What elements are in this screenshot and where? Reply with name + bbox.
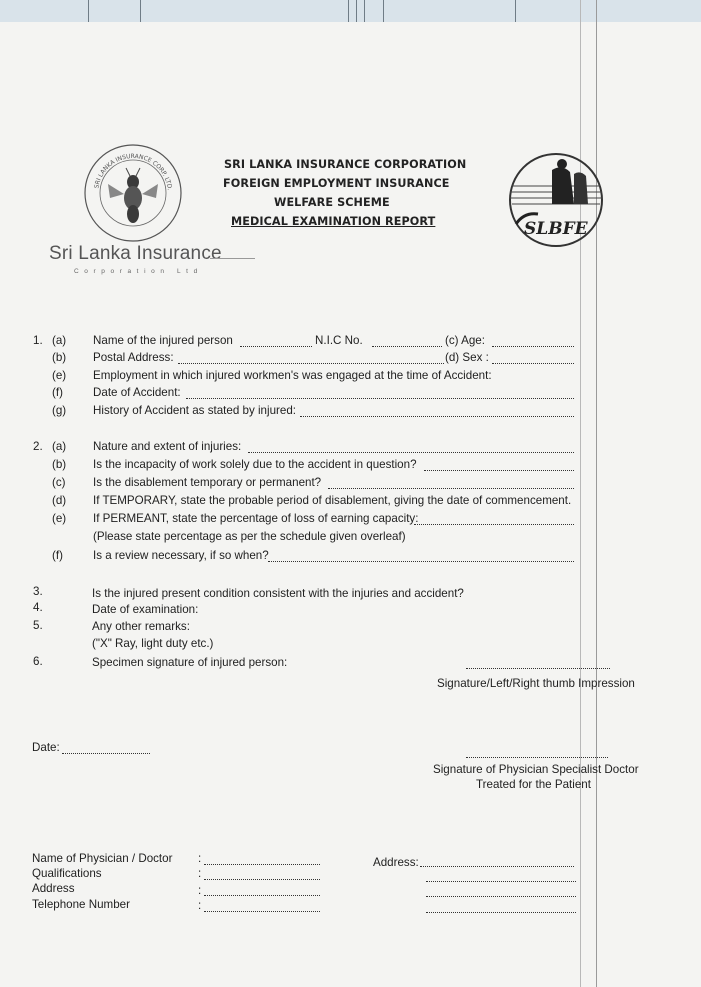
- address-right-field-1[interactable]: [420, 866, 574, 867]
- q2-number: 2.: [33, 440, 43, 453]
- disablement-type-field[interactable]: [328, 488, 574, 489]
- q2b-letter: (b): [52, 458, 67, 471]
- q5-note: ("X" Ray, light duty etc.): [92, 637, 214, 650]
- physician-sig-caption-1: Signature of Physician Specialist Doctor: [433, 763, 639, 776]
- accident-date-field[interactable]: [186, 398, 574, 399]
- incapacity-field[interactable]: [424, 470, 574, 471]
- qualifications-label: Qualifications: [32, 867, 102, 880]
- q2a-label: Nature and extent of injuries:: [93, 440, 242, 453]
- q2f-label: Is a review necessary, if so when?: [93, 549, 269, 562]
- slbfe-mark: SLBFE: [524, 219, 588, 239]
- q1a-letter: (a): [52, 334, 67, 347]
- q6-label: Specimen signature of injured person:: [92, 656, 288, 669]
- q2b-label: Is the incapacity of work solely due to the accident in question?: [93, 458, 417, 471]
- telephone-label: Telephone Number: [32, 898, 130, 911]
- q1g-label: History of Accident as stated by injured:: [93, 404, 296, 417]
- q2d-letter: (d): [52, 494, 67, 507]
- age-field[interactable]: [492, 346, 574, 347]
- physician-name-field[interactable]: [204, 864, 320, 865]
- seal-text: SRI LANKA INSURANCE CORP. LTD.: [93, 152, 173, 191]
- header-line-3: WELFARE SCHEME: [274, 196, 390, 209]
- q2c-letter: (c): [52, 476, 66, 489]
- nic-label: N.I.C No.: [315, 334, 363, 347]
- q2e-label: If PERMEANT, state the percentage of loss of earning capacity:: [93, 512, 419, 525]
- colon: :: [198, 899, 202, 912]
- physician-name-label: Name of Physician / Doctor: [32, 852, 173, 865]
- q1e-letter: (e): [52, 369, 67, 382]
- colon: :: [198, 852, 202, 865]
- sli-seal-logo: [78, 138, 188, 248]
- injured-name-field[interactable]: [240, 346, 312, 347]
- q1b-letter: (b): [52, 351, 67, 364]
- physician-sig-caption-2: Treated for the Patient: [476, 778, 591, 791]
- q2f-letter: (f): [52, 549, 63, 562]
- age-label: (c) Age:: [445, 334, 485, 347]
- logo-name: Sri Lanka Insurance: [49, 243, 222, 264]
- q1-number: 1.: [33, 334, 43, 347]
- thumb-impression-caption: Signature/Left/Right thumb Impression: [437, 677, 635, 690]
- header-line-1: SRI LANKA INSURANCE CORPORATION: [224, 158, 467, 171]
- q3-label: Is the injured present condition consistent with the injuries and accident?: [92, 587, 464, 600]
- qualifications-field[interactable]: [204, 879, 320, 880]
- q1e-label: Employment in which injured workmen's was engaged at the time of Accident:: [93, 369, 492, 382]
- address-right-field-2[interactable]: [426, 881, 576, 882]
- address-right-field-3[interactable]: [426, 896, 576, 897]
- address-label: Address: [32, 882, 75, 895]
- scan-fold-line: [580, 0, 581, 987]
- sex-label: (d) Sex :: [445, 351, 489, 364]
- injury-nature-field[interactable]: [248, 452, 574, 453]
- address-right-label: Address:: [373, 856, 419, 869]
- report-title: MEDICAL EXAMINATION REPORT: [231, 215, 436, 228]
- q1g-letter: (g): [52, 404, 67, 417]
- telephone-field[interactable]: [204, 911, 320, 912]
- date-label: Date:: [32, 741, 60, 754]
- q3-number: 3.: [33, 585, 43, 598]
- injured-signature-field[interactable]: [466, 668, 610, 669]
- q5-label: Any other remarks:: [92, 620, 190, 633]
- sex-field[interactable]: [492, 363, 574, 364]
- q4-number: 4.: [33, 601, 43, 614]
- logo-rule: [210, 258, 255, 259]
- address-field[interactable]: [204, 895, 320, 896]
- q2c-label: Is the disablement temporary or permanent?: [93, 476, 322, 489]
- q4-label: Date of examination:: [92, 603, 199, 616]
- q2e-note: (Please state percentage as per the schedule given overleaf): [93, 530, 406, 543]
- review-field[interactable]: [268, 561, 574, 562]
- q2d-label: If TEMPORARY, state the probable period of disablement, giving the date of commencement.: [93, 494, 572, 507]
- colon: :: [198, 867, 202, 880]
- nic-field[interactable]: [372, 346, 442, 347]
- q1b-label: Postal Address:: [93, 351, 174, 364]
- colon: :: [198, 884, 202, 897]
- postal-address-field[interactable]: [178, 363, 444, 364]
- logo-subname: Corporation Ltd: [74, 268, 203, 275]
- q6-number: 6.: [33, 655, 43, 668]
- scan-fold-line: [596, 0, 597, 987]
- earning-loss-field[interactable]: [414, 524, 574, 525]
- address-right-field-4[interactable]: [426, 912, 576, 913]
- date-field[interactable]: [62, 753, 150, 754]
- physician-signature-field[interactable]: [466, 757, 608, 758]
- q1f-label: Date of Accident:: [93, 386, 181, 399]
- slbfe-logo: [504, 150, 614, 250]
- accident-history-field[interactable]: [300, 416, 574, 417]
- header-line-2: FOREIGN EMPLOYMENT INSURANCE: [223, 177, 450, 190]
- q2a-letter: (a): [52, 440, 67, 453]
- q5-number: 5.: [33, 619, 43, 632]
- q2e-letter: (e): [52, 512, 67, 525]
- q1a-label: Name of the injured person: [93, 334, 233, 347]
- q1f-letter: (f): [52, 386, 63, 399]
